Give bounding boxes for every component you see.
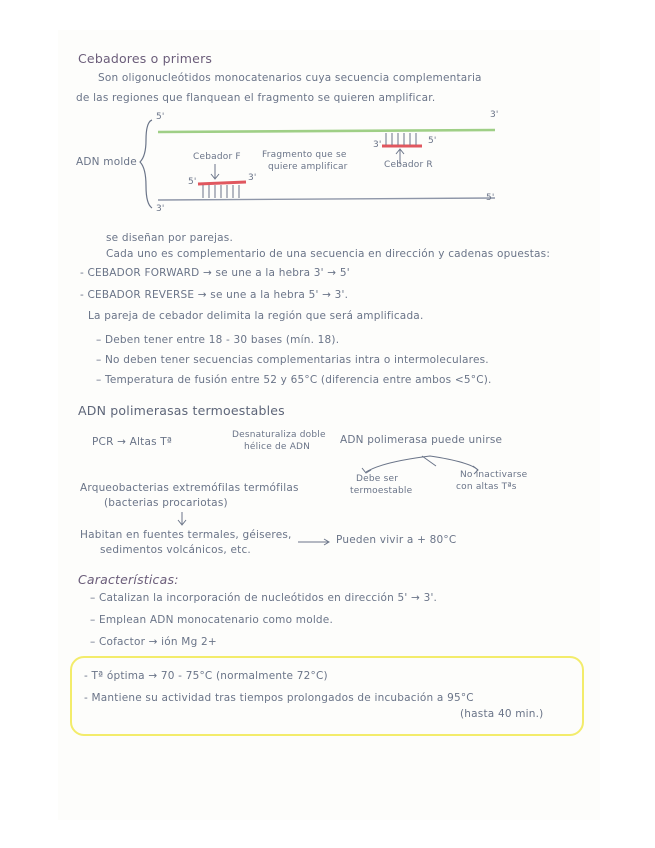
pair-line: La pareja de cebador delimita la región que será amplificada.	[88, 310, 424, 322]
reverse-primer: - CEBADOR REVERSE → se une a la hebra 5' → 3'.	[80, 289, 349, 301]
habitat-2: sedimentos volcánicos, etc.	[100, 544, 251, 556]
feature-2: – Emplean ADN monocatenario como molde.	[90, 614, 333, 626]
primer-r-right-end: 5'	[428, 136, 437, 146]
diagram-label: ADN molde	[76, 156, 137, 168]
feature-1: – Catalizan la incorporación de nucleótidos en dirección 5' → 3'.	[90, 592, 438, 604]
design-line-2: Cada uno es complementario de una secuencia en dirección y cadenas opuestas:	[106, 248, 551, 260]
primer-r-left-end: 3'	[373, 140, 382, 150]
section-title-primers: Cebadores o primers	[78, 51, 213, 66]
intro-line-2: de las regiones que flanquean el fragmento se quieren amplificar.	[76, 92, 436, 104]
branch-left-1: Debe ser	[356, 474, 399, 484]
rule-2: – No deben tener secuencias complementarias intra o intermoleculares.	[96, 354, 489, 366]
primer-f-left-end: 5'	[188, 177, 197, 187]
fragment-label-2: quiere amplificar	[268, 162, 348, 172]
live-temp: Pueden vivir a + 80°C	[336, 534, 457, 546]
features-title: Características:	[78, 572, 179, 587]
top-left-end: 5'	[156, 112, 165, 122]
forward-primer: - CEBADOR FORWARD → se une a la hebra 3' → 5'	[80, 267, 350, 279]
branch-right-2: con altas Tªs	[456, 482, 517, 492]
feature-3: – Cofactor → ión Mg 2+	[90, 636, 217, 648]
rule-3: – Temperatura de fusión entre 52 y 65°C (diferencia entre ambos <5°C).	[96, 374, 492, 386]
pcr-denat-2: hélice de ADN	[244, 442, 311, 452]
intro-line-1: Son oligonucleótidos monocatenarios cuya secuencia complementaria	[98, 72, 482, 84]
pcr-result: ADN polimerasa puede unirse	[340, 434, 503, 446]
pcr-denat-1: Desnaturaliza doble	[232, 430, 326, 440]
branch-left-2: termoestable	[350, 486, 413, 496]
pcr-start: PCR → Altas Tª	[92, 436, 173, 448]
primer-f-right-end: 3'	[248, 173, 257, 183]
archaea-1: Arqueobacterias extremófilas termófilas	[80, 482, 299, 494]
fragment-label-1: Fragmento que se	[262, 150, 347, 160]
bottom-left-end: 3'	[156, 204, 165, 214]
top-right-end: 3'	[490, 110, 499, 120]
bottom-right-end: 5'	[486, 193, 495, 203]
highlight-3: (hasta 40 min.)	[460, 708, 544, 720]
primer-r-label: Cebador R	[384, 160, 433, 170]
branch-right-1: No inactivarse	[460, 470, 528, 480]
habitat-1: Habitan en fuentes termales, géiseres,	[80, 529, 292, 541]
archaea-2: (bacterias procariotas)	[104, 497, 228, 509]
section-title-polymerase: ADN polimerasas termoestables	[78, 403, 285, 418]
design-line-1: se diseñan por parejas.	[106, 232, 234, 244]
rule-1: – Deben tener entre 18 - 30 bases (mín. 18).	[96, 334, 340, 346]
highlight-1: - Tª óptima → 70 - 75°C (normalmente 72°C)	[84, 670, 328, 682]
primer-f-label: Cebador F	[193, 152, 241, 162]
highlight-2: - Mantiene su actividad tras tiempos prolongados de incubación a 95°C	[84, 692, 474, 704]
